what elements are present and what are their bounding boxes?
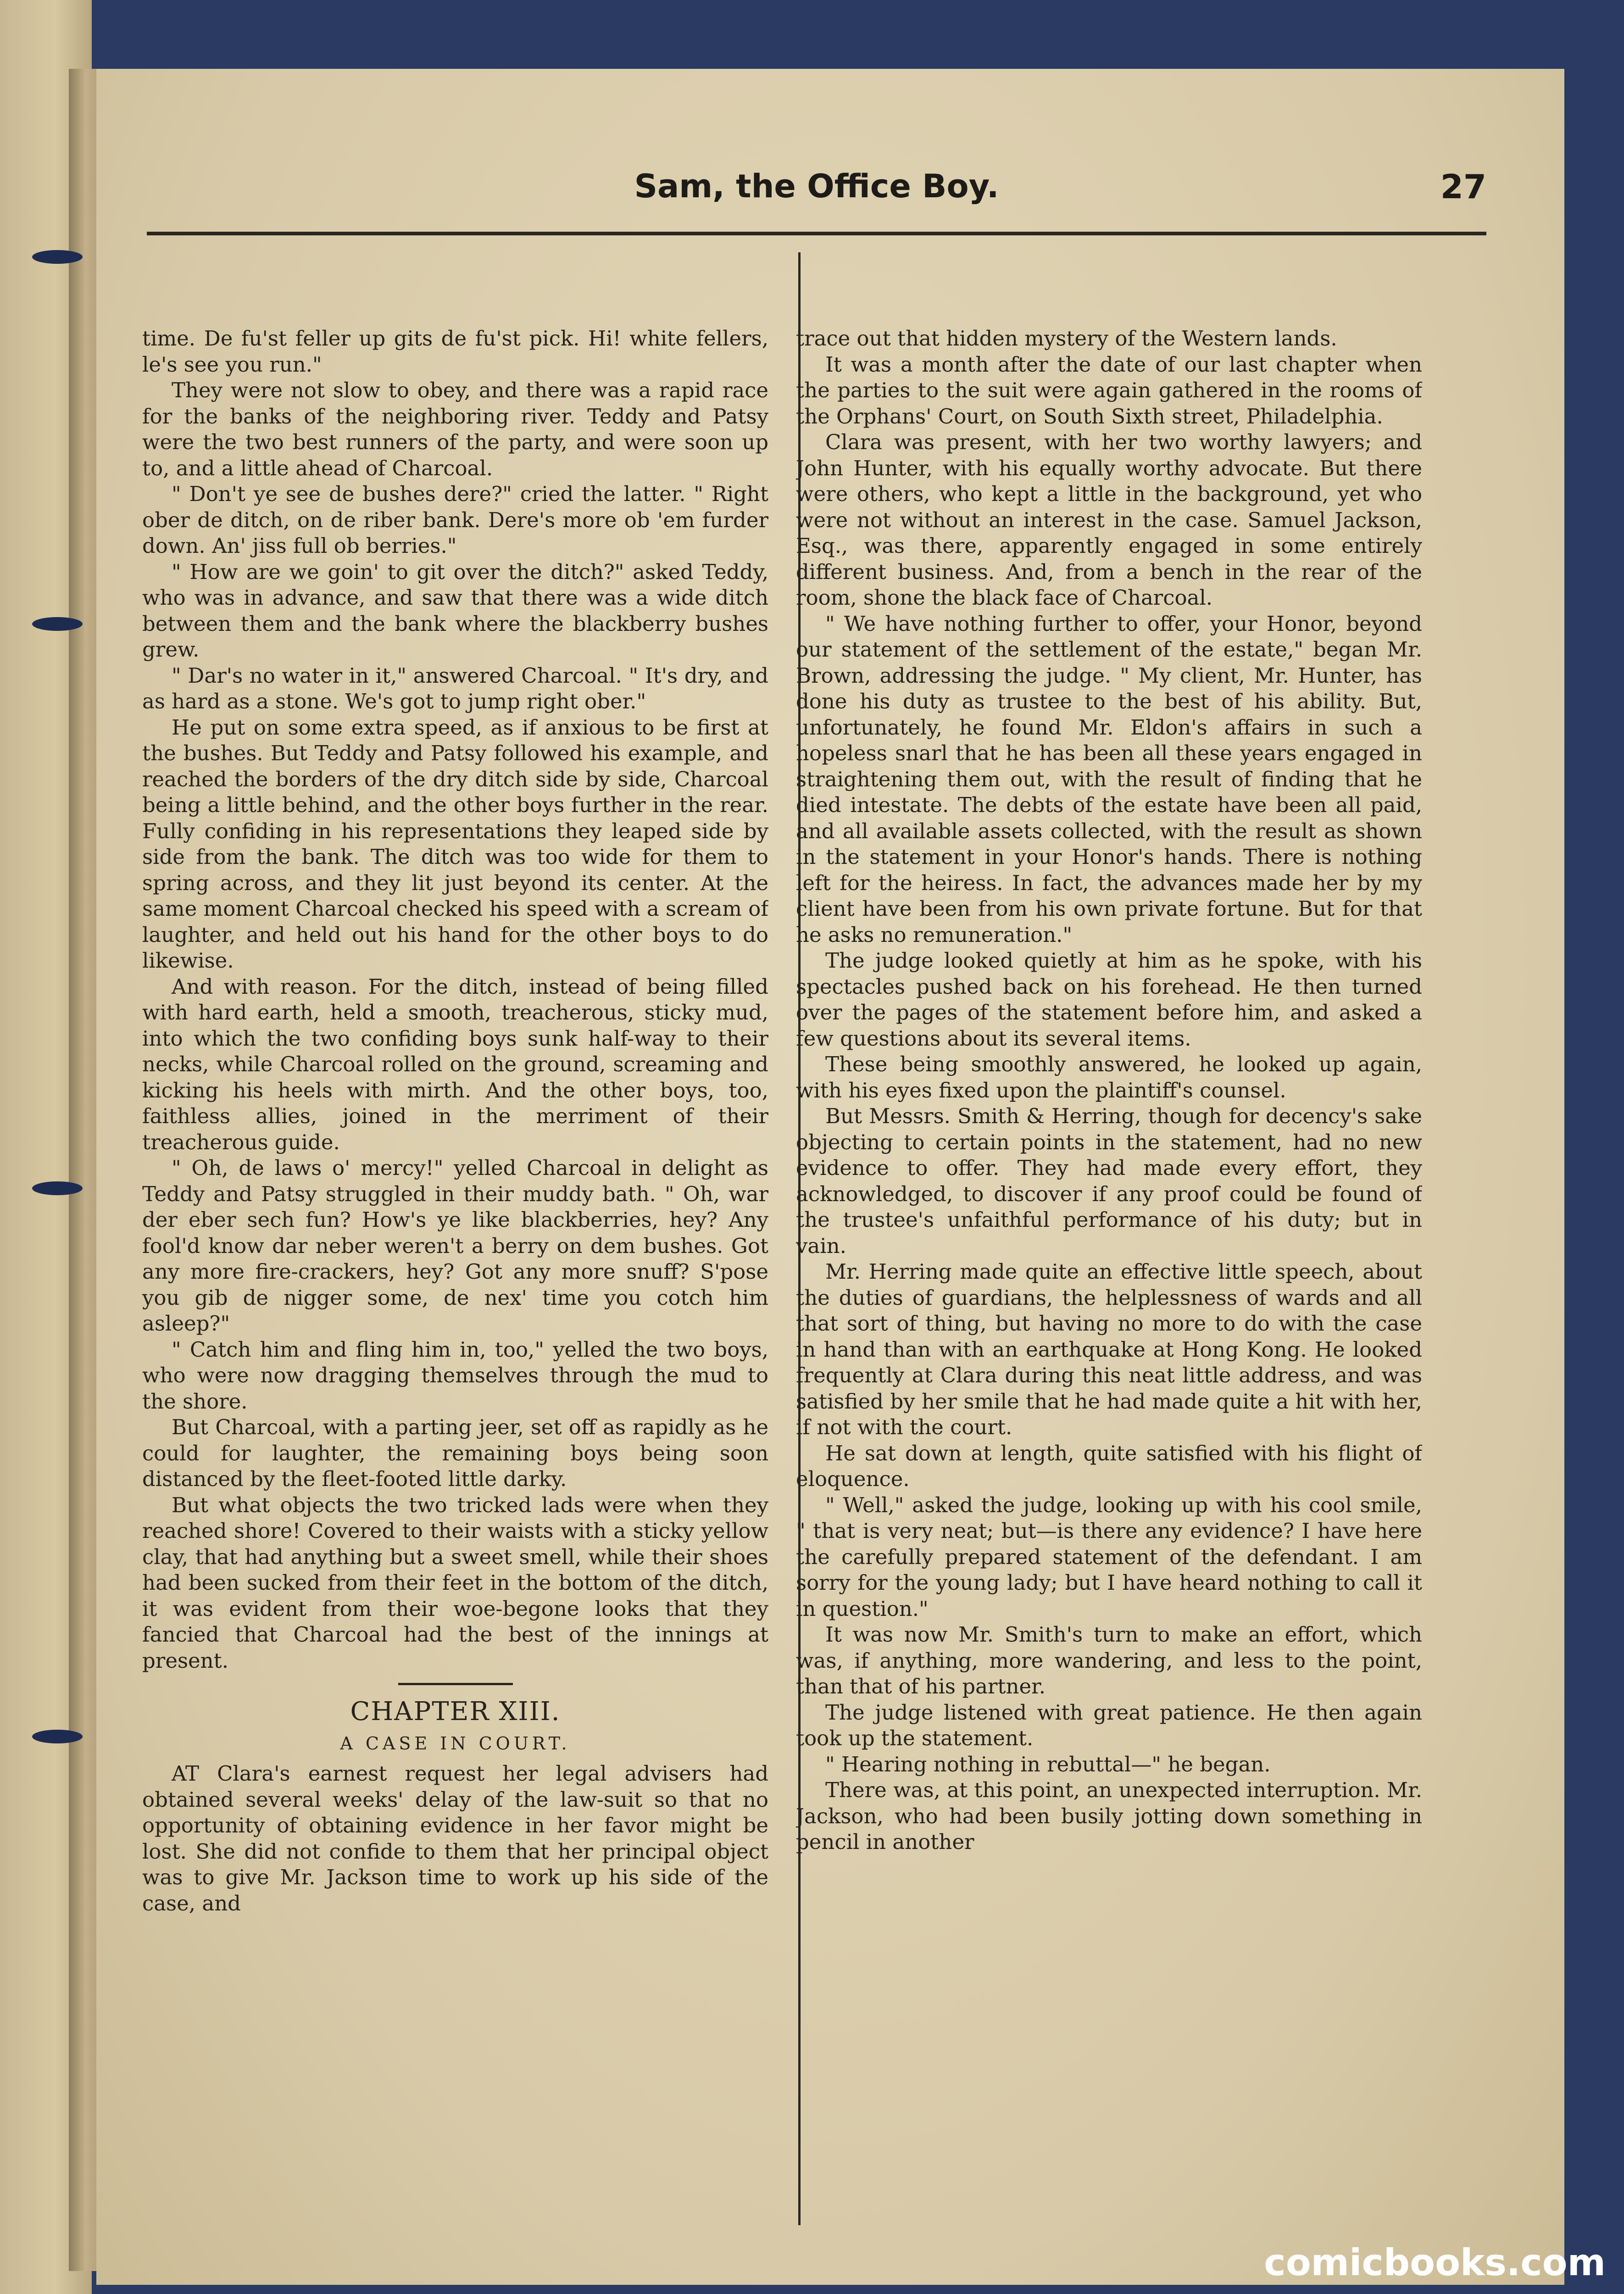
book-page — [96, 69, 1564, 2285]
paragraph: " Oh, de laws o' mercy!" yelled Charcoal in delight as Teddy and Patsy struggled in their muddy bath. " Oh, war der eber sech fun? How's ye like blackberries, hey? Any fool'd know dar neber weren't a berry on dem bushes. Got any more fire-crackers, hey? Got any more snuff? S'pose you gib de nigger some, de nex' time you cotch him asleep?" — [142, 1156, 768, 1336]
paragraph: These being smoothly answered, he looked up again, with his eyes fixed upon the plaintiff's counsel. — [796, 1052, 1422, 1102]
paragraph: trace out that hidden mystery of the Western lands. — [796, 326, 1337, 351]
paragraph: " How are we goin' to git over the ditch?" asked Teddy, who was in advance, and saw that there was a wide ditch between them and the bank where the blackberry bushes grew. — [142, 559, 768, 662]
paragraph: Mr. Herring made quite an effective little speech, about the duties of guardians, the helplessness of wards and all that sort of thing, but having no more to do with the case in hand than with an earthquake at Hong Kong. He looked frequently at Clara during this neat little address, and was satisfied by her smile that he had made quite a hit with her, if not with the court. — [796, 1259, 1422, 1439]
paragraph: AT Clara's earnest request her legal advisers had obtained several weeks' delay of the law-suit so that no opportunity of obtaining evidence in her favor might be lost. She did not confide to them that her principal object was to give Mr. Jackson time to work up his side of the case, and — [142, 1761, 768, 1915]
binding-stitch — [32, 617, 83, 631]
page-header — [147, 167, 1486, 227]
paragraph: It was now Mr. Smith's turn to make an effort, which was, if anything, more wandering, and less to the point, than that of his partner. — [796, 1622, 1422, 1698]
paragraph: He put on some extra speed, as if anxious to be first at the bushes. But Teddy and Patsy followed his example, and reached the borders of the dry ditch side by side, Charcoal being a little behind, and the other boys further in the rear. Fully confiding in his representations they leaped side by side from the bank. The ditch was too wide for them to spring across, and they lit just beyond its center. At the same moment Charcoal checked his speed with a scream of laughter, and held out his hand for the other boys to do likewise. — [142, 715, 768, 973]
paragraph: Clara was present, with her two worthy lawyers; and John Hunter, with his equally worthy advocate. But there were others, who kept a little in the background, yet who were not without an interest in the case. Samuel Jackson, Esq., was there, apparently engaged in some entirely different business. And, from a bench in the rear of the room, shone the black face of Charcoal. — [796, 430, 1422, 610]
left-column — [142, 326, 768, 2216]
binding-stitch — [32, 1730, 83, 1743]
binding-stitch — [32, 1181, 83, 1195]
binding-stitch — [32, 250, 83, 264]
paragraph: It was a month after the date of our last chapter when the parties to the suit were again gathered in the rooms of the Orphans' Court, on South Sixth street, Philadelphia. — [796, 352, 1422, 429]
paragraph: " We have nothing further to offer, your Honor, beyond our statement of the settlement of the estate," began Mr. Brown, addressing the judge. " My client, Mr. Hunter, has done his duty as trustee to the best of his ability. But, unfortunately, he found Mr. Eldon's affairs in such a hopeless snarl that he has been all these years engaged in straightening them out, with the result of finding that he died intestate. The debts of the estate have been all paid, and all available assets collected, with the result as shown in the statement in your Honor's hands. There is nothing left for the heiress. In fact, the advances made her by my client have been from his own private fortune. But for that he asks no remuneration." — [796, 611, 1422, 947]
paragraph: But Messrs. Smith & Herring, though for decency's sake objecting to certain points in the statement, had no new evidence to offer. They had made every effort, they acknowledged, to discover if any proof could be found of the trustee's unfaithful performance of his duty; but in vain. — [796, 1104, 1422, 1258]
running-title: Sam, the Office Boy. — [634, 167, 999, 205]
header-rule — [147, 232, 1486, 235]
paragraph: The judge listened with great patience. He then again took up the statement. — [796, 1700, 1422, 1750]
paragraph: He sat down at length, quite satisfied with his flight of eloquence. — [796, 1441, 1422, 1491]
paragraph: They were not slow to obey, and there was a rapid race for the banks of the neighboring river. Teddy and Patsy were the two best runners of the party, and were soon up to, and a little ahead of Charcoal. — [142, 378, 768, 480]
paragraph: But what objects the two tricked lads were when they reached shore! Covered to their waists with a sticky yellow clay, that had anything but a sweet smell, while their shoes had been sucked from their feet in the bottom of the ditch, it was evident from their woe-begone looks that they fancied that Charcoal had the best of the innings at present. — [142, 1492, 768, 1673]
right-column — [796, 326, 1422, 2216]
paragraph: But Charcoal, with a parting jeer, set off as rapidly as he could for laughter, the remaining boys being soon distanced by the fleet-footed little darky. — [142, 1415, 768, 1491]
paragraph: " Dar's no water in it," answered Charcoal. " It's dry, and as hard as a stone. We's got to jump right ober." — [142, 663, 768, 713]
paragraph: The judge looked quietly at him as he spoke, with his spectacles pushed back on his forehead. He then turned over the pages of the statement before him, and asked a few questions about its several items. — [796, 948, 1422, 1051]
paragraph: " Catch him and fling him in, too," yelled the two boys, who were now dragging themselves through the mud to the shore. — [142, 1337, 768, 1414]
page-number: 27 — [1440, 167, 1486, 206]
paragraph: time. De fu'st feller up gits de fu'st pick. Hi! white fellers, le's see you run." — [142, 326, 768, 377]
paragraph: " Well," asked the judge, looking up with his cool smile, " that is very neat; but—is there any evidence? I have here the carefully prepared statement of the defendant. I am sorry for the young lady; but I have heard nothing to call it in question." — [796, 1492, 1422, 1621]
chapter-subtitle: A CASE IN COURT. — [340, 1733, 571, 1754]
watermark: comicbooks.com — [1264, 2241, 1606, 2284]
paragraph: " Don't ye see de bushes dere?" cried the latter. " Right ober de ditch, on de riber bank. Dere's more ob 'em furder down. An' jiss full ob berries." — [142, 482, 768, 558]
chapter-title: CHAPTER XIII. — [350, 1697, 561, 1726]
paragraph: There was, at this point, an unexpected interruption. Mr. Jackson, who had been busily jotting down something in pencil in another — [796, 1778, 1422, 1854]
paragraph: " Hearing nothing in rebuttal—" he began. — [825, 1752, 1271, 1776]
paragraph: And with reason. For the ditch, instead of being filled with hard earth, held a smooth, treacherous, sticky mud, into which the two confiding boys sunk half-way to their necks, while Charcoal rolled on the ground, screaming and kicking his heels with mirth. And the other boys, too, faithless allies, joined in the merriment of their treacherous guide. — [142, 974, 768, 1154]
chapter-rule — [398, 1683, 513, 1685]
